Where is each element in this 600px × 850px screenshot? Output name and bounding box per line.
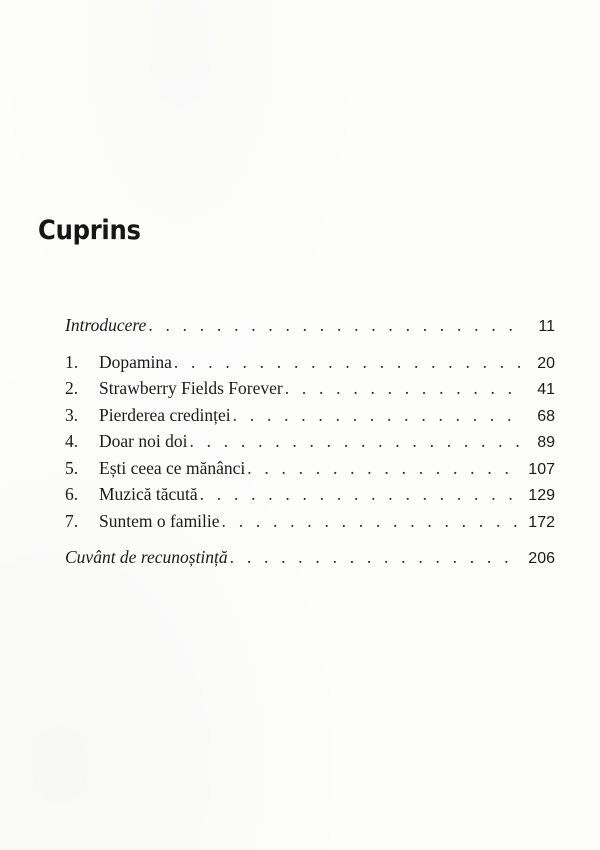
toc-entry-title: Introducere <box>65 315 147 335</box>
toc-entry-page: 68 <box>537 407 555 425</box>
chapter-number: 3. <box>65 404 79 425</box>
chapter-number: 6. <box>65 484 79 504</box>
toc-entry-page: 89 <box>537 434 555 451</box>
toc-entry-chapter-3 <box>65 402 555 429</box>
page-title: Cuprins <box>38 215 141 246</box>
chapter-number: 4. <box>65 431 79 451</box>
dot-leader <box>285 375 521 402</box>
dot-leader <box>247 455 521 482</box>
toc-entry-page: 129 <box>528 487 555 504</box>
toc-entry-chapter-7 <box>65 508 555 535</box>
toc-entry-title: Cuvânt de recunoștință <box>65 547 228 567</box>
toc-entry-title: Muzică tăcută <box>99 484 198 504</box>
toc-entry-title: Suntem o familie <box>99 510 220 531</box>
toc-entry-page: 20 <box>537 354 555 372</box>
toc-entry-page: 41 <box>537 381 555 398</box>
toc-entry-page: 107 <box>528 460 555 478</box>
toc-entry-page: 11 <box>538 318 555 335</box>
toc-entry-chapter-2 <box>65 375 555 402</box>
chapter-number: 5. <box>65 457 79 478</box>
dot-leader <box>233 402 521 429</box>
toc-entry-title: Pierderea credinței <box>99 404 231 425</box>
toc-entry-chapter-6 <box>65 481 555 508</box>
toc-entry-acknowledgements <box>65 544 555 571</box>
toc-entry-title: Ești ceea ce mănânci <box>99 457 246 478</box>
toc-entry-chapter-5 <box>65 455 555 482</box>
chapter-number: 7. <box>65 510 79 531</box>
dot-leader <box>174 349 521 376</box>
toc-entry-page: 172 <box>528 513 555 531</box>
toc-entry-title: Dopamina <box>99 351 172 372</box>
table-of-contents <box>65 312 555 571</box>
toc-entry-title: Doar noi doi <box>99 431 188 451</box>
dot-leader <box>200 481 521 508</box>
dot-leader <box>189 428 521 455</box>
toc-entry-chapter-1 <box>65 349 555 376</box>
toc-entry-page: 206 <box>528 550 555 567</box>
chapter-number: 1. <box>65 351 79 372</box>
dot-leader <box>222 508 521 535</box>
toc-entry-title: Strawberry Fields Forever <box>99 378 283 398</box>
dot-leader <box>230 544 521 571</box>
toc-entry-introduction <box>65 312 555 339</box>
chapter-number: 2. <box>65 378 79 398</box>
dot-leader <box>148 312 521 339</box>
toc-entry-chapter-4 <box>65 428 555 455</box>
